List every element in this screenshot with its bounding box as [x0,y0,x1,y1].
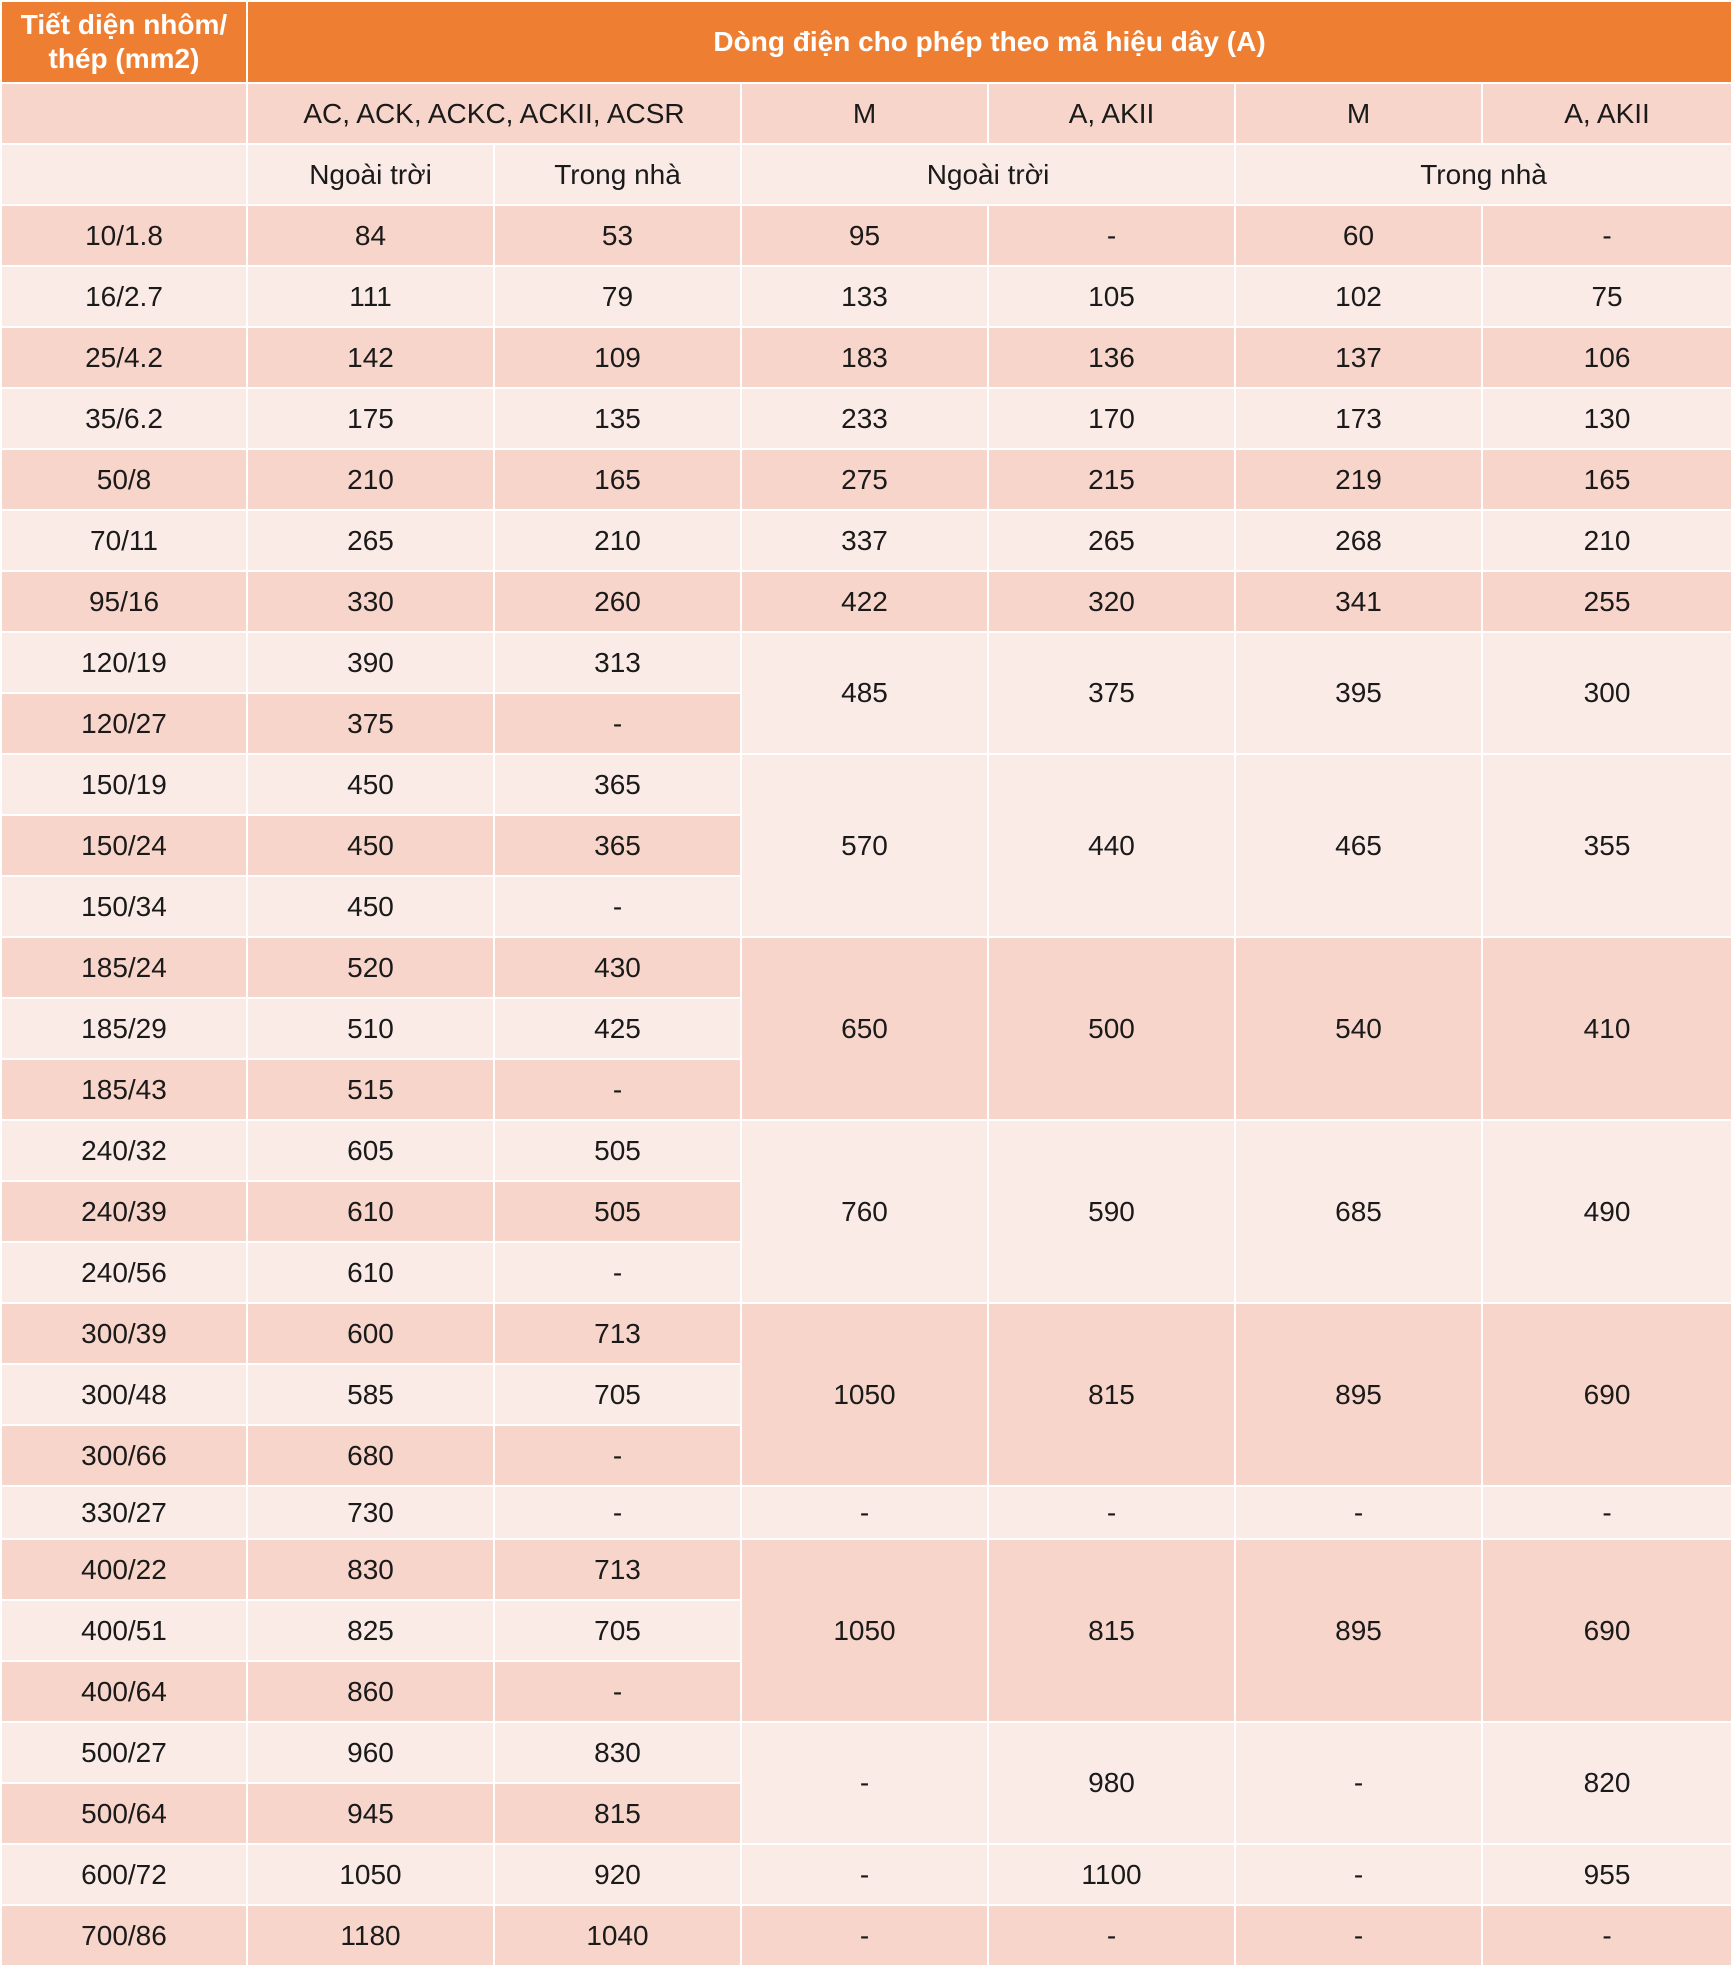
ac-outdoor-cell: 450 [247,754,494,815]
a-indoor-cell: 690 [1482,1303,1731,1486]
m-outdoor-cell: - [741,1722,988,1844]
m-indoor-cell: - [1235,1722,1482,1844]
m-outdoor-cell: 133 [741,266,988,327]
section-cell: 120/27 [1,693,247,754]
m-outdoor-cell: - [741,1905,988,1966]
a-indoor-cell: 490 [1482,1120,1731,1303]
section-cell: 240/56 [1,1242,247,1303]
wire-code-ac: AC, ACK, ACKC, ACKII, ACSR [247,83,741,144]
a-outdoor-cell: - [988,1905,1235,1966]
m-outdoor-cell: 183 [741,327,988,388]
m-indoor-cell: 395 [1235,632,1482,754]
m-indoor-cell: 268 [1235,510,1482,571]
ac-outdoor-cell: 390 [247,632,494,693]
m-indoor-cell: 219 [1235,449,1482,510]
ac-indoor-cell: - [494,1242,741,1303]
section-cell: 300/48 [1,1364,247,1425]
a-indoor-cell: 690 [1482,1539,1731,1722]
a-indoor-cell: - [1482,205,1731,266]
section-header: Tiết diện nhôm/ thép (mm2) [1,1,247,83]
ac-outdoor-cell: 960 [247,1722,494,1783]
section-cell: 150/34 [1,876,247,937]
a-indoor-cell: 955 [1482,1844,1731,1905]
m-indoor-cell: - [1235,1486,1482,1539]
a-indoor-cell: 165 [1482,449,1731,510]
ac-outdoor-cell: 610 [247,1181,494,1242]
ac-indoor-cell: 815 [494,1783,741,1844]
wire-code-m-indoor: M [1235,83,1482,144]
table-row [1,937,1731,998]
section-cell: 50/8 [1,449,247,510]
a-indoor-cell: 355 [1482,754,1731,937]
ac-outdoor-cell: 585 [247,1364,494,1425]
table-row [1,266,1731,327]
m-outdoor-cell: 95 [741,205,988,266]
a-indoor-cell: 106 [1482,327,1731,388]
ac-indoor-cell: 1040 [494,1905,741,1966]
a-indoor-cell: 130 [1482,388,1731,449]
ac-outdoor-cell: 265 [247,510,494,571]
section-cell: 10/1.8 [1,205,247,266]
m-outdoor-cell: 1050 [741,1539,988,1722]
a-outdoor-cell: 815 [988,1539,1235,1722]
ac-outdoor-cell: 450 [247,815,494,876]
ac-outdoor-cell: 330 [247,571,494,632]
location-outdoor: Ngoài trời [741,144,1235,205]
section-cell: 185/29 [1,998,247,1059]
ac-indoor-cell: 313 [494,632,741,693]
wire-code-a-outdoor: A, AKII [988,83,1235,144]
a-outdoor-cell: - [988,205,1235,266]
ac-indoor-cell: - [494,1425,741,1486]
ac-outdoor-cell: 142 [247,327,494,388]
ac-outdoor-cell: 210 [247,449,494,510]
section-cell: 35/6.2 [1,388,247,449]
a-outdoor-cell: 375 [988,632,1235,754]
m-outdoor-cell: 337 [741,510,988,571]
ac-indoor-cell: 920 [494,1844,741,1905]
ac-indoor-cell: - [494,1661,741,1722]
table-body [1,205,1731,1966]
m-outdoor-cell: - [741,1486,988,1539]
ac-indoor-cell: - [494,1486,741,1539]
m-indoor-cell: 685 [1235,1120,1482,1303]
ac-outdoor-cell: 111 [247,266,494,327]
a-outdoor-cell: 1100 [988,1844,1235,1905]
section-cell: 25/4.2 [1,327,247,388]
ac-indoor-cell: 53 [494,205,741,266]
a-outdoor-cell: 440 [988,754,1235,937]
section-cell: 240/32 [1,1120,247,1181]
m-outdoor-cell: 570 [741,754,988,937]
section-cell: 70/11 [1,510,247,571]
m-indoor-cell: 137 [1235,327,1482,388]
m-indoor-cell: 173 [1235,388,1482,449]
m-indoor-cell: - [1235,1905,1482,1966]
ac-outdoor-cell: 610 [247,1242,494,1303]
section-cell: 240/39 [1,1181,247,1242]
ac-indoor-cell: 365 [494,815,741,876]
m-outdoor-cell: 485 [741,632,988,754]
a-outdoor-cell: 320 [988,571,1235,632]
m-outdoor-cell: 1050 [741,1303,988,1486]
m-outdoor-cell: 650 [741,937,988,1120]
wire-code-a-indoor: A, AKII [1482,83,1731,144]
section-cell: 150/19 [1,754,247,815]
ac-indoor-cell: 365 [494,754,741,815]
section-cell: 600/72 [1,1844,247,1905]
ac-outdoor-cell: 605 [247,1120,494,1181]
table-row [1,1722,1731,1783]
m-outdoor-cell: - [741,1844,988,1905]
a-outdoor-cell: 500 [988,937,1235,1120]
ac-indoor-cell: 505 [494,1181,741,1242]
table-row [1,510,1731,571]
m-indoor-cell: 465 [1235,754,1482,937]
ac-outdoor-cell: 515 [247,1059,494,1120]
a-outdoor-cell: - [988,1486,1235,1539]
location-row [1,144,1731,205]
m-indoor-cell: 895 [1235,1303,1482,1486]
section-cell: 400/22 [1,1539,247,1600]
ac-indoor-cell: - [494,1059,741,1120]
table-row [1,1303,1731,1364]
ac-outdoor-cell: 510 [247,998,494,1059]
ac-outdoor-cell: 680 [247,1425,494,1486]
wire-code-row [1,83,1731,144]
ac-indoor-cell: 210 [494,510,741,571]
m-indoor-cell: 102 [1235,266,1482,327]
ac-indoor-cell: 705 [494,1600,741,1661]
empty-header-cell [1,83,247,144]
ac-indoor-cell: 109 [494,327,741,388]
ac-indoor-cell: 430 [494,937,741,998]
ac-indoor-cell: 713 [494,1303,741,1364]
location-ac-outdoor: Ngoài trời [247,144,494,205]
table-row [1,1486,1731,1539]
section-cell: 500/27 [1,1722,247,1783]
m-indoor-cell: 895 [1235,1539,1482,1722]
ac-outdoor-cell: 730 [247,1486,494,1539]
section-cell: 500/64 [1,1783,247,1844]
ac-indoor-cell: 705 [494,1364,741,1425]
m-indoor-cell: 60 [1235,205,1482,266]
a-indoor-cell: - [1482,1905,1731,1966]
section-cell: 185/43 [1,1059,247,1120]
ac-indoor-cell: 165 [494,449,741,510]
wire-code-m-outdoor: M [741,83,988,144]
ac-indoor-cell: - [494,876,741,937]
ac-indoor-cell: 505 [494,1120,741,1181]
section-cell: 400/64 [1,1661,247,1722]
a-indoor-cell: 255 [1482,571,1731,632]
ac-indoor-cell: 830 [494,1722,741,1783]
section-cell: 95/16 [1,571,247,632]
a-indoor-cell: 75 [1482,266,1731,327]
section-cell: 120/19 [1,632,247,693]
ac-outdoor-cell: 84 [247,205,494,266]
a-indoor-cell: 210 [1482,510,1731,571]
a-indoor-cell: 410 [1482,937,1731,1120]
a-outdoor-cell: 170 [988,388,1235,449]
m-indoor-cell: 341 [1235,571,1482,632]
table-row [1,571,1731,632]
m-outdoor-cell: 422 [741,571,988,632]
table-row [1,754,1731,815]
section-cell: 16/2.7 [1,266,247,327]
current-header: Dòng điện cho phép theo mã hiệu dây (A) [247,1,1731,83]
location-ac-indoor: Trong nhà [494,144,741,205]
a-indoor-cell: 300 [1482,632,1731,754]
section-cell: 300/66 [1,1425,247,1486]
ac-outdoor-cell: 175 [247,388,494,449]
a-outdoor-cell: 980 [988,1722,1235,1844]
ac-outdoor-cell: 945 [247,1783,494,1844]
table-row [1,1844,1731,1905]
m-outdoor-cell: 233 [741,388,988,449]
ac-outdoor-cell: 1180 [247,1905,494,1966]
table-row [1,388,1731,449]
m-indoor-cell: - [1235,1844,1482,1905]
table-row [1,449,1731,510]
a-outdoor-cell: 590 [988,1120,1235,1303]
table-row [1,1905,1731,1966]
ac-outdoor-cell: 450 [247,876,494,937]
section-cell: 185/24 [1,937,247,998]
m-indoor-cell: 540 [1235,937,1482,1120]
ac-outdoor-cell: 830 [247,1539,494,1600]
section-cell: 150/24 [1,815,247,876]
a-outdoor-cell: 136 [988,327,1235,388]
section-cell: 300/39 [1,1303,247,1364]
ac-indoor-cell: 425 [494,998,741,1059]
a-outdoor-cell: 105 [988,266,1235,327]
ac-indoor-cell: 713 [494,1539,741,1600]
table-row [1,327,1731,388]
a-outdoor-cell: 815 [988,1303,1235,1486]
a-indoor-cell: - [1482,1486,1731,1539]
ac-indoor-cell: 260 [494,571,741,632]
empty-header-cell [1,144,247,205]
ac-outdoor-cell: 520 [247,937,494,998]
table-row [1,1120,1731,1181]
a-outdoor-cell: 265 [988,510,1235,571]
ac-indoor-cell: 135 [494,388,741,449]
m-outdoor-cell: 275 [741,449,988,510]
ac-outdoor-cell: 1050 [247,1844,494,1905]
location-indoor: Trong nhà [1235,144,1731,205]
m-outdoor-cell: 760 [741,1120,988,1303]
table-row [1,1539,1731,1600]
section-cell: 700/86 [1,1905,247,1966]
ac-indoor-cell: - [494,693,741,754]
header-row [1,1,1731,83]
ac-outdoor-cell: 860 [247,1661,494,1722]
a-indoor-cell: 820 [1482,1722,1731,1844]
ac-outdoor-cell: 825 [247,1600,494,1661]
ac-indoor-cell: 79 [494,266,741,327]
ac-outdoor-cell: 600 [247,1303,494,1364]
table-row [1,632,1731,693]
table-row [1,205,1731,266]
section-cell: 400/51 [1,1600,247,1661]
section-cell: 330/27 [1,1486,247,1539]
a-outdoor-cell: 215 [988,449,1235,510]
ac-outdoor-cell: 375 [247,693,494,754]
